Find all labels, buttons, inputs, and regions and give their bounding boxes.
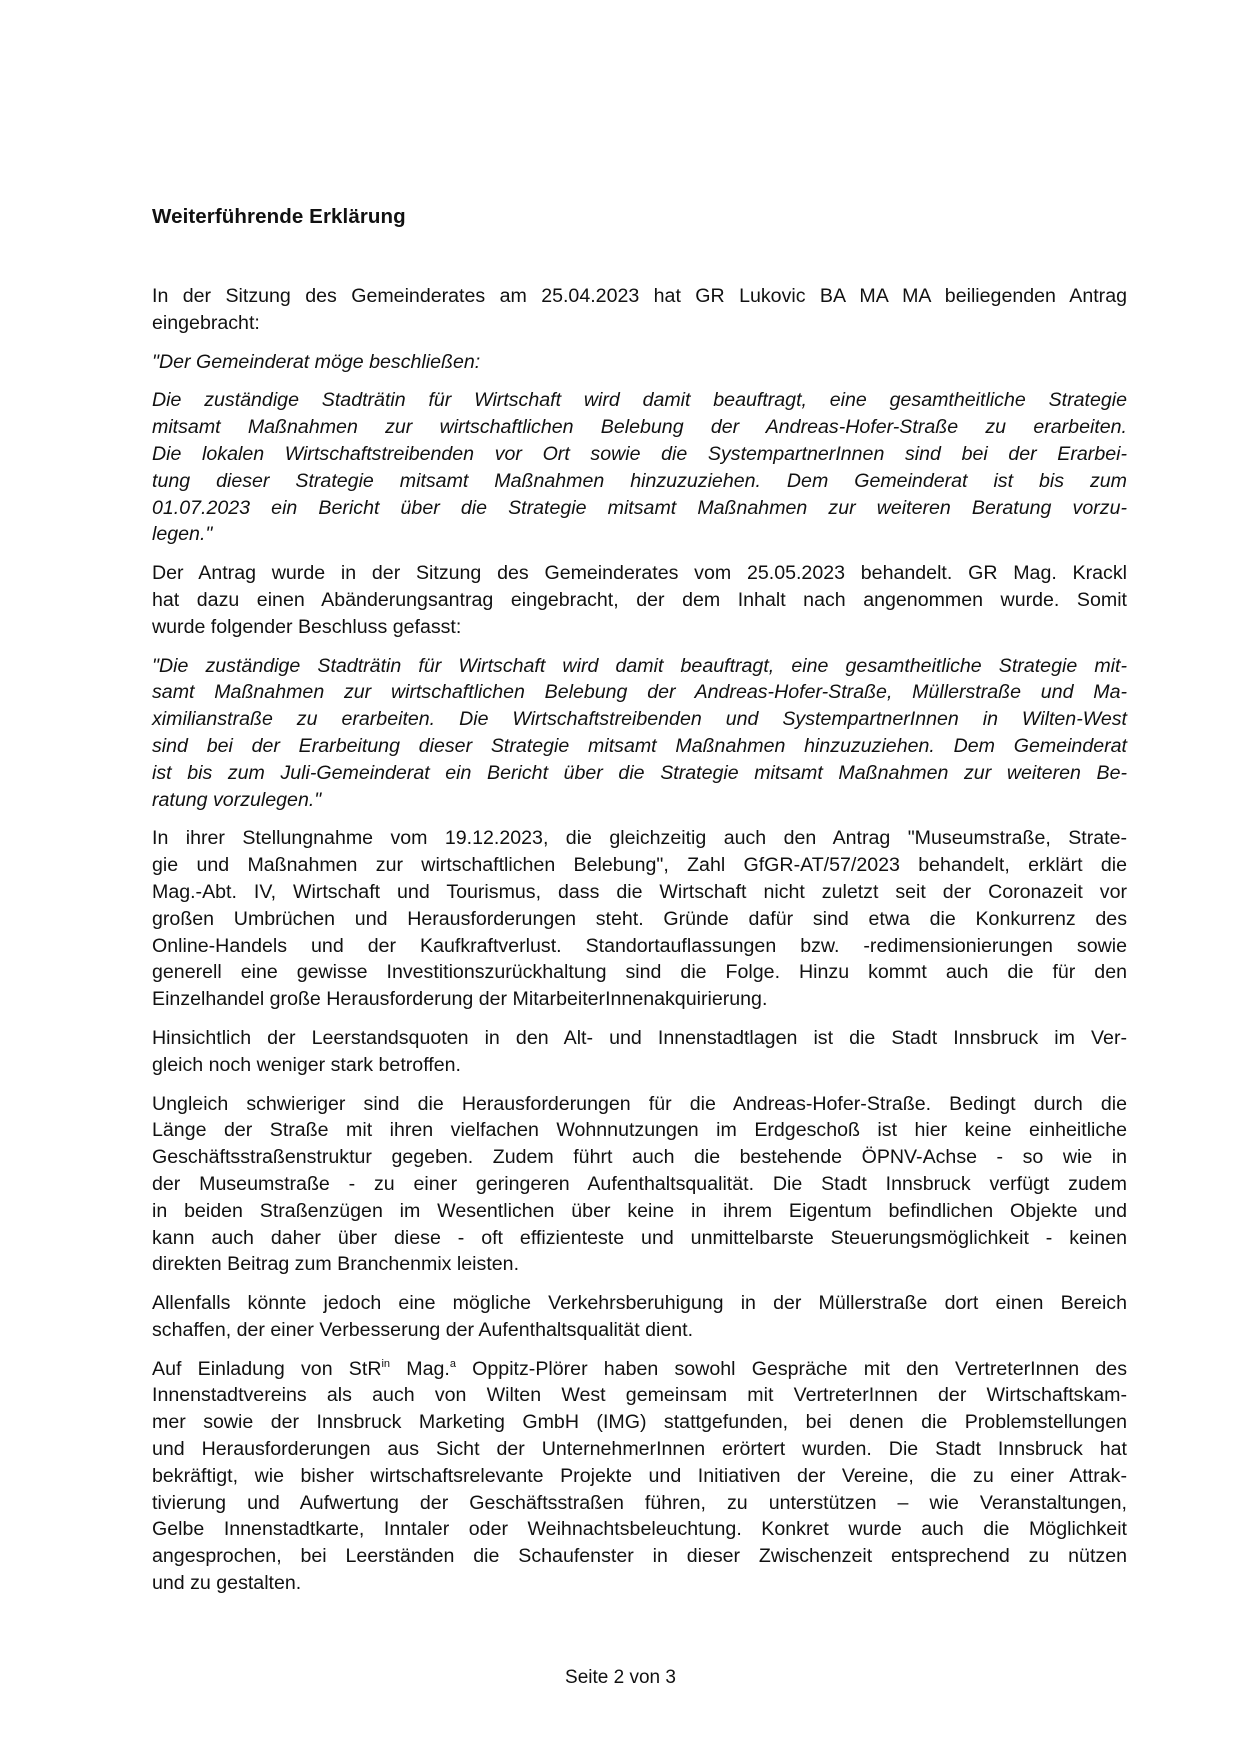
paragraph-line: hat dazu einen Abänderungsantrag eingebracht, der dem Inhalt nach angenommen wurde. Somit — [152, 588, 1127, 611]
paragraph-line: In ihrer Stellungnahme vom 19.12.2023, die gleichzeitig auch den Antrag "Museumstraße, Strate- — [152, 827, 1127, 850]
paragraph-line: "Der Gemeinderat möge beschließen: — [152, 350, 481, 373]
paragraph-line: Online-Handels und der Kaufkraftverlust. Standortauflassungen bzw. -redimensionierungen sowie — [152, 934, 1127, 957]
paragraph-line: der Museumstraße - zu einer geringeren Aufenthaltsqualität. Die Stadt Innsbruck verfügt zudem — [152, 1172, 1127, 1195]
superscript-in: in — [381, 1357, 391, 1370]
paragraph-line: eingebracht: — [152, 311, 260, 334]
paragraph-line: mitsamt Maßnahmen zur wirtschaftlichen Belebung der Andreas-Hofer-Straße zu erarbeiten. — [152, 416, 1127, 439]
paragraph — [152, 1025, 1127, 1079]
document-body — [152, 283, 1127, 1609]
paragraph-line: ratung vorzulegen." — [152, 788, 322, 811]
paragraph-line: gie und Maßnahmen zur wirtschaftlichen Belebung", Zahl GfGR-AT/57/2023 behandelt, erklärt die — [152, 854, 1127, 877]
paragraph-line: und zu gestalten. — [152, 1572, 302, 1595]
paragraph-line: tung dieser Strategie mitsamt Maßnahmen hinzuzuziehen. Dem Gemeinderat ist bis zum — [152, 469, 1127, 492]
paragraph-line: großen Umbrüchen und Herausforderungen steht. Gründe dafür sind etwa die Konkurrenz des — [152, 907, 1127, 930]
paragraph-line: "Die zuständige Stadträtin für Wirtschaft wird damit beauftragt, eine gesamtheitliche Strategie mit- — [152, 654, 1127, 677]
paragraph-line: Innenstadtvereins als auch von Wilten West gemeinsam mit VertreterInnen der Wirtschaftskam- — [152, 1384, 1127, 1407]
paragraph — [152, 825, 1127, 1013]
paragraph-line: Der Antrag wurde in der Sitzung des Gemeinderates vom 25.05.2023 behandelt. GR Mag. Krackl — [152, 562, 1127, 585]
paragraph-line: Auf Einladung von StR$^{in}$ Mag.$^a$ Oppitz-Plörer haben sowohl Gespräche mit den VertreterInnen des — [152, 1357, 1127, 1380]
paragraph-line: Gelbe Innenstadtkarte, Inntaler oder Weihnachtsbeleuchtung. Konkret wurde auch die Möglichkeit — [152, 1518, 1127, 1541]
paragraph-line: bekräftigt, wie bisher wirtschaftsrelevante Projekte und Initiativen der Vereine, die zu einer Attrak- — [152, 1464, 1127, 1487]
paragraph-line: Einzelhandel große Herausforderung der MitarbeiterInnenakquirierung. — [152, 988, 768, 1011]
paragraph-line: kann auch daher über diese - oft effizienteste und unmittelbarste Steuerungsmöglichkeit - keinen — [152, 1226, 1127, 1249]
paragraph-line: legen." — [152, 523, 213, 546]
paragraph — [152, 387, 1127, 548]
paragraph-line: Die lokalen Wirtschaftstreibenden vor Ort sowie die SystempartnerInnen sind bei der Erarbei- — [152, 442, 1127, 465]
paragraph-line: ximilianstraße zu erarbeiten. Die Wirtschaftstreibenden und SystempartnerInnen in Wilten-West — [152, 708, 1127, 731]
paragraph-line: Mag.-Abt. IV, Wirtschaft und Tourismus, dass die Wirtschaft nicht zuletzt seit der Coronazeit vor — [152, 880, 1127, 903]
section-heading: Weiterführende Erklärung — [152, 205, 406, 228]
paragraph-line: ist bis zum Juli-Gemeinderat ein Bericht über die Strategie mitsamt Maßnahmen zur weiteren Be- — [152, 761, 1127, 784]
paragraph — [152, 1290, 1127, 1344]
paragraph-line: In der Sitzung des Gemeinderates am 25.04.2023 hat GR Lukovic BA MA MA beiliegenden Antrag — [152, 285, 1127, 307]
paragraph-line: Allenfalls könnte jedoch eine mögliche Verkehrsberuhigung in der Müllerstraße dort einen Bereich — [152, 1292, 1127, 1315]
superscript-a: a — [449, 1357, 456, 1370]
paragraph-line: wurde folgender Beschluss gefasst: — [152, 615, 462, 638]
paragraph-line: sind bei der Erarbeitung dieser Strategie mitsamt Maßnahmen hinzuzuziehen. Dem Gemeinderat — [152, 734, 1127, 757]
paragraph — [152, 653, 1127, 814]
paragraph-line: Hinsichtlich der Leerstandsquoten in den Alt- und Innenstadtlagen ist die Stadt Innsbruck im Ver- — [152, 1026, 1127, 1049]
paragraph-line: schaffen, der einer Verbesserung der Aufenthaltsqualität dient. — [152, 1318, 694, 1341]
paragraph — [152, 349, 1127, 376]
paragraph — [152, 560, 1127, 640]
paragraph-invitation — [152, 1356, 1127, 1597]
paragraph-line: und Herausforderungen aus Sicht der UnternehmerInnen erörtert wurden. Die Stadt Innsbruck hat — [152, 1438, 1127, 1461]
paragraph-line: angesprochen, bei Leerständen die Schaufenster in dieser Zwischenzeit entsprechend zu nützen — [152, 1545, 1127, 1568]
paragraph-line: samt Maßnahmen zur wirtschaftlichen Belebung der Andreas-Hofer-Straße, Müllerstraße und Ma- — [152, 681, 1127, 704]
paragraph-line: Die zuständige Stadträtin für Wirtschaft wird damit beauftragt, eine gesamtheitliche Strategie — [152, 389, 1127, 412]
paragraph-list — [152, 283, 1127, 1344]
paragraph-line: gleich noch weniger stark betroffen. — [152, 1053, 461, 1076]
paragraph-line: mer sowie der Innsbruck Marketing GmbH (IMG) stattgefunden, bei denen die Problemstellungen — [152, 1411, 1127, 1434]
paragraph-line: generell eine gewisse Investitionszurückhaltung sind die Folge. Hinzu kommt auch die für den — [152, 961, 1127, 984]
paragraph-line: direkten Beitrag zum Branchenmix leisten. — [152, 1253, 520, 1276]
paragraph-line: tivierung und Aufwertung der Geschäftsstraßen führen, zu unterstützen – wie Veranstaltungen, — [152, 1491, 1127, 1514]
paragraph-line: 01.07.2023 ein Bericht über die Strategie mitsamt Maßnahmen zur weiteren Beratung vorzu- — [152, 496, 1127, 519]
paragraph-line: Ungleich schwieriger sind die Herausforderungen für die Andreas-Hofer-Straße. Bedingt durch die — [152, 1092, 1127, 1115]
paragraph — [152, 283, 1127, 337]
paragraph-line: Länge der Straße mit ihren vielfachen Wohnnutzungen im Erdgeschoß ist hier keine einheitliche — [152, 1119, 1127, 1142]
page-number: Seite 2 von 3 — [565, 1667, 676, 1688]
paragraph-line: in beiden Straßenzügen im Wesentlichen über keine in ihrem Eigentum befindlichen Objekte und — [152, 1199, 1127, 1222]
paragraph — [152, 1091, 1127, 1279]
paragraph-line: Geschäftsstraßenstruktur gegeben. Zudem führt auch die bestehende ÖPNV-Achse - so wie in — [152, 1146, 1127, 1169]
